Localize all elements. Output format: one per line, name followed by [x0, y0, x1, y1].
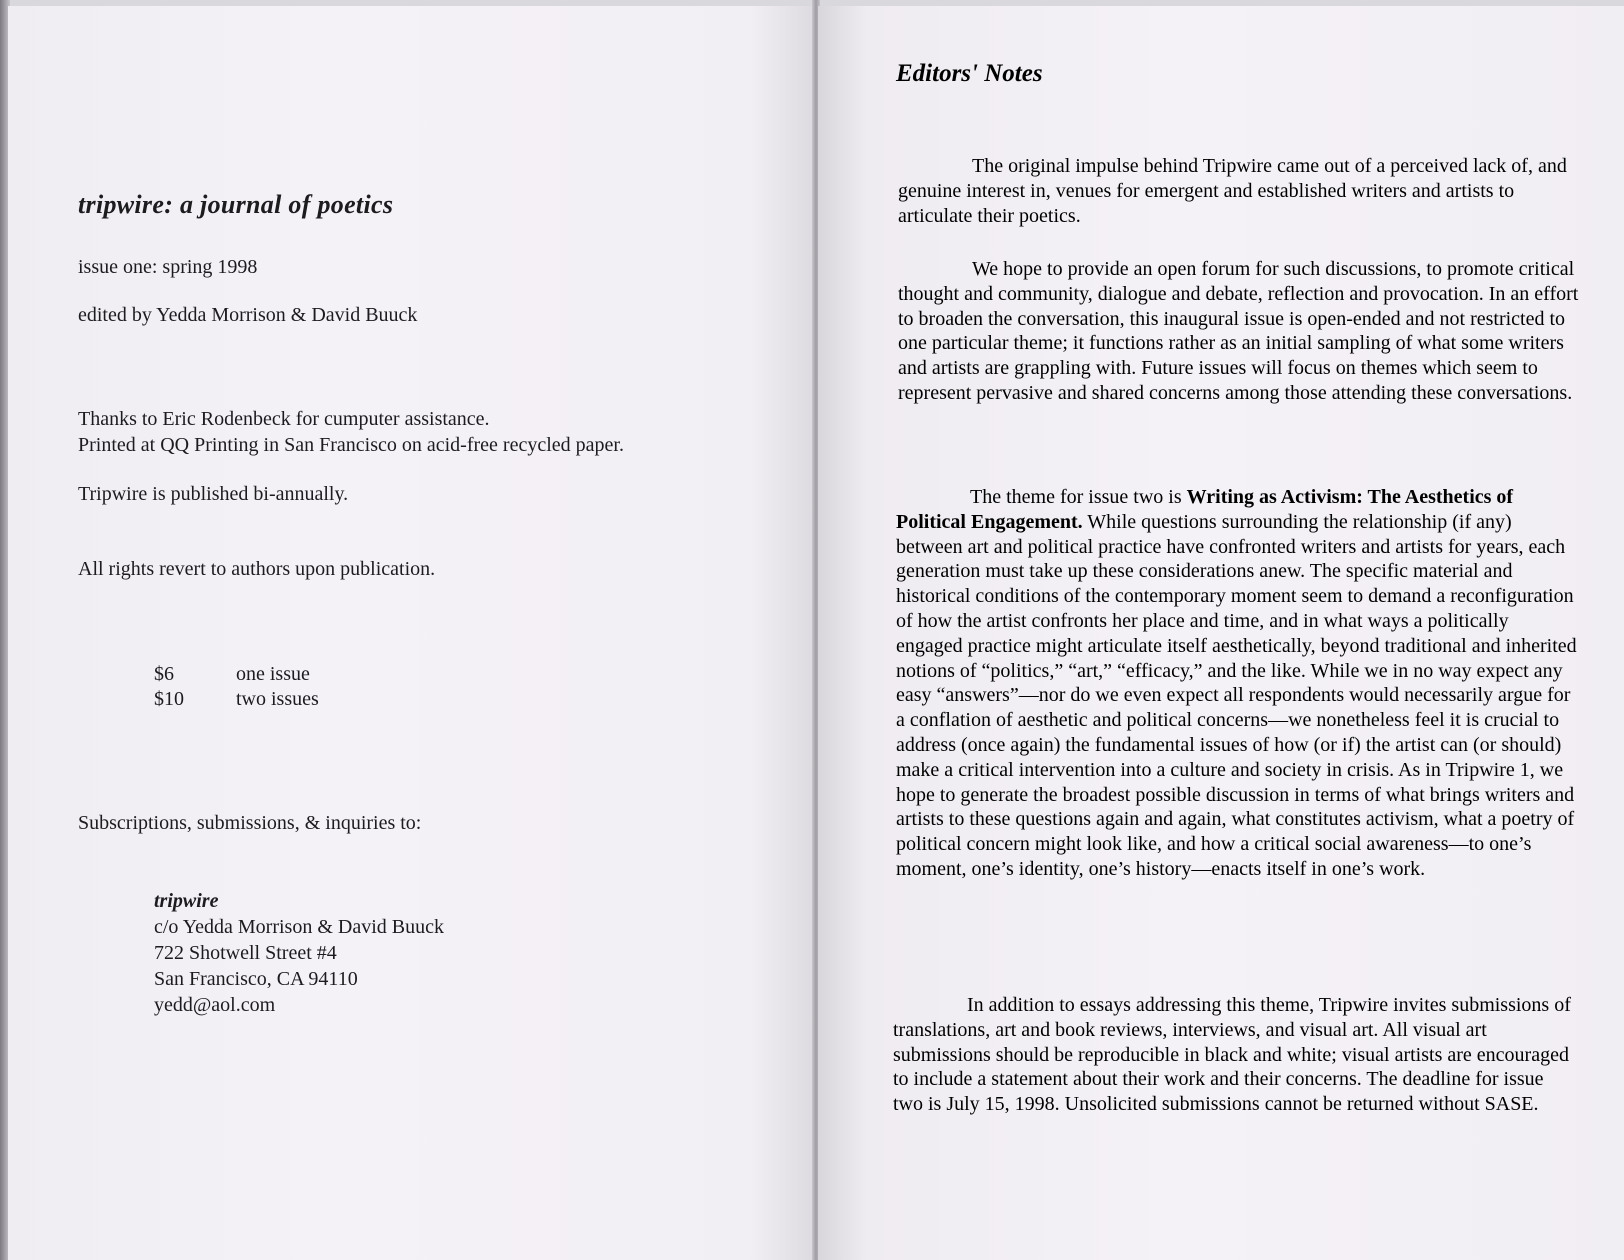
notes-paragraph-1: The original impulse behind Tripwire came out of a perceived lack of, and genuine interest in, venues for emergent and established writers and artists to articulate their poetics. — [898, 155, 1567, 227]
notes-paragraph-2: We hope to provide an open forum for such discussions, to promote critical thought and community, dialogue and debate, reflection and provocation. In an effort to broaden the conversation, this inaugural issue is open-ended and not restricted to one particular theme; it functions rather as an initial sampling of what some writers and artists are grappling with. Future issues will focus on themes which seem to represent pervasive and shared concerns among those attending these conversations. — [898, 258, 1579, 404]
notes-title: Editors' Notes — [896, 60, 1043, 87]
editors-line: edited by Yedda Morrison & David Buuck — [78, 304, 418, 326]
issue-line: issue one: spring 1998 — [78, 256, 258, 278]
left-page — [8, 6, 814, 1260]
journal-title: tripwire: a journal of poetics — [78, 190, 394, 219]
price-amount: $10 — [154, 688, 184, 710]
address-line: San Francisco, CA 94110 — [154, 968, 358, 990]
frequency-line: Tripwire is published bi-annually. — [78, 483, 349, 505]
thanks-line: Thanks to Eric Rodenbeck for cumputer assistance. — [78, 408, 490, 430]
email-address: yedd@aol.com — [154, 994, 276, 1016]
price-list — [154, 662, 319, 712]
address-name: tripwire — [154, 890, 219, 912]
notes-paragraph-3 — [896, 485, 1578, 882]
notes-paragraph-4: In addition to essays addressing this theme, Tripwire invites submissions of translations, art and book reviews, interviews, and visual art. All visual art submissions should be reproducible in black and white; visual artists are encouraged to include a statement about their work and their concerns. The deadline for issue two is July 15, 1998. Unsolicited submissions cannot be returned without SASE. — [893, 994, 1571, 1116]
credits-block — [78, 406, 624, 458]
price-label: one issue — [236, 663, 310, 685]
price-row — [154, 662, 319, 687]
subscriptions-heading: Subscriptions, submissions, & inquiries to: — [78, 812, 422, 834]
printer-line: Printed at QQ Printing in San Francisco on acid-free recycled paper. — [78, 434, 624, 456]
price-amount: $6 — [154, 663, 174, 685]
theme-intro: The theme for issue two is — [970, 486, 1187, 508]
address-line: c/o Yedda Morrison & David Buuck — [154, 916, 444, 938]
price-label: two issues — [236, 688, 319, 710]
theme-title: Writing as Activism: The Aesthetics of Political Engagement. — [896, 486, 1514, 533]
theme-body: While questions surrounding the relationship (if any) between art and political practice have confronted writers and artists for years, each generation must take up these considerations anew. The specific material and historical conditions of the contemporary moment seem to demand a reconfiguration of how the artist confronts her place and time, and in what ways a politically engaged practice might articulate itself aesthetically, beyond traditional and inherited notions of “politics,” “art,” “efficacy,” and the like. While we in no way expect any easy “answers”—nor do we even expect all respondents would necessarily argue for a conflation of aesthetic and political concerns—we nonetheless feel it is crucial to address (once again) the fundamental issues of how (or if) the artist can (or should) make a critical intervention into a culture and society in crisis. As in Tripwire 1, we hope to generate the broadest possible discussion in terms of what brings writers and artists to these questions again and again, what constitutes activism, what a poetry of political concern might look like, and how a critical social awareness—to one’s moment, one’s identity, one’s history—enacts itself in one’s work. — [896, 510, 1577, 880]
rights-line: All rights revert to authors upon publication. — [78, 558, 436, 580]
price-row — [154, 687, 319, 712]
mailing-address — [154, 888, 444, 1018]
address-line: 722 Shotwell Street #4 — [154, 942, 337, 964]
